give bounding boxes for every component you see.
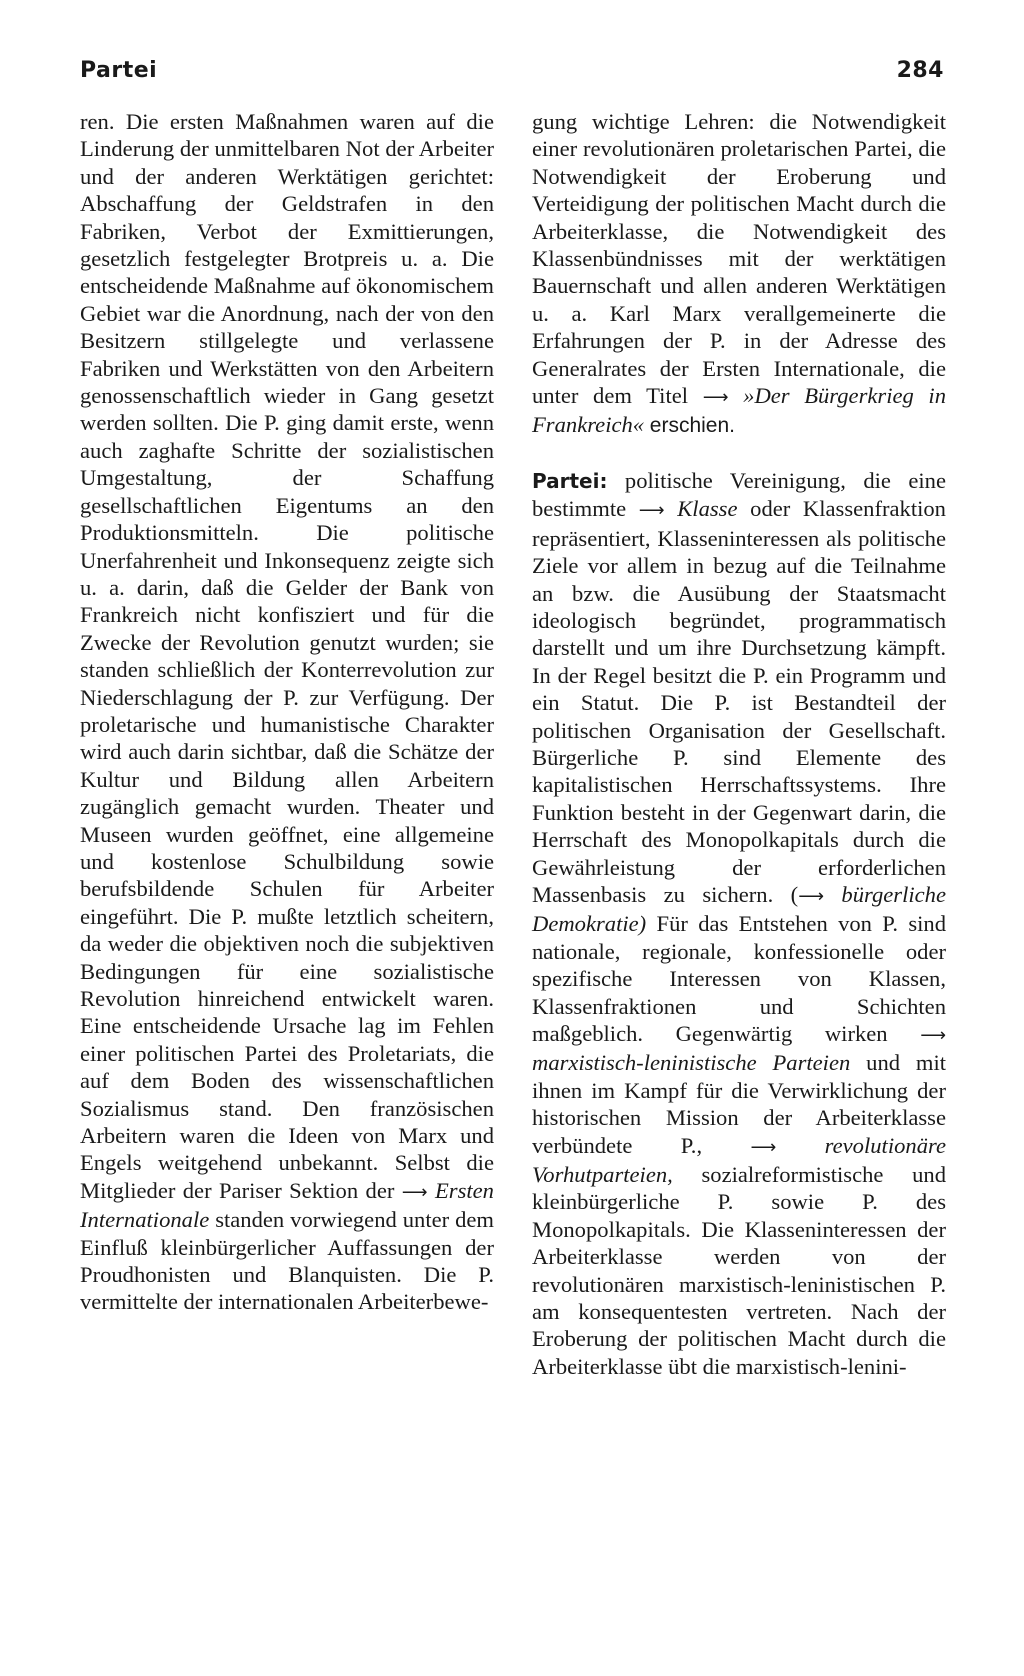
entry-text: politische Vereinigung, die eine bestimmte — [532, 467, 946, 522]
paragraph-text: ren. Die ersten Maßnahmen waren auf die Linderung der unmittelbaren Not der Arbeiter und der anderen Werktätigen gerichtet: Abschaffung der Geldstrafen in den Fabriken, Verbot der Exmittierungen, gesetzlich festgelegter Brotpreis u. a. Die entscheidende Maßnahme auf ökonomischem Gebiet war die Anordnung, nach der von den Besitzern stillgelegte und verlassene Fabriken und Werkstätten von den Arbeitern genossenschaftlich wieder in Gang gesetzt werden sollten. Die P. ging damit erste, wenn auch zaghafte Schritte der sozialistischen Umgestaltung, der Schaffung gesellschaftlichen Eigentums an den Produktionsmitteln. Die politische Unerfahrenheit und Inkonsequenz zeigte sich u. a. darin, daß die Gelder der Bank von Frankreich nicht konfisziert und für die Zwecke der Revolution genutzt wurden; sie standen schließlich der Konterrevolution zur Niederschlagung der P. zur Verfügung. Der proletarische und humanistische Charakter wird auch darin sichtbar, daß die Schätze der Kultur und Bildung allen Arbeitern zugänglich gemacht wurden. Theater und Museen wurden geöffnet, eine allgemeine und kostenlose Schulbildung sowie berufsbildende Schulen für Arbeiter eingeführt. Die P. mußte letztlich scheitern, da weder die objektiven noch die subjektiven Bedingungen für eine sozialistische Revolution hinreichend entwickelt waren. Eine entscheidende Ursache lag im Fehlen einer politischen Partei des Proletariats, die auf dem Boden des wissenschaftlichen Sozialismus stand. Den französischen Arbeitern waren die Ideen von Marx und Engels weitgehend unbekannt. Selbst die Mitglieder der Pariser Sektion der — [80, 109, 494, 1203]
cross-reference-arrow-icon: ⟶ — [401, 1181, 428, 1203]
cross-reference-revolutionaere-vorhutparteien[interactable]: revolutionäre Vorhutparteien, — [532, 1132, 946, 1188]
left-column — [80, 108, 494, 1316]
cross-reference-arrow-icon: ⟶ — [920, 1025, 946, 1046]
cross-reference-klasse[interactable]: Klasse — [677, 496, 738, 522]
running-head: Partei — [80, 58, 158, 83]
cross-reference-buergerliche-demokratie[interactable]: bürgerliche Demokratie) — [532, 881, 946, 937]
cross-reference-arrow-icon: ⟶ — [638, 500, 665, 522]
paragraph-commune-conclusion — [532, 108, 946, 440]
entry-text: und mit ihnen im Kampf für die Verwirklichung der historischen Mission der Arbeiterklasse verbündete P., — [532, 1050, 947, 1158]
paragraph-text: gung wichtige Lehren: die Notwendigkeit einer revolutionären proletarischen Partei, die Notwendigkeit der Eroberung und Verteidigung der politischen Macht durch die Arbeiterklasse, die Notwendigkeit des Klassenbündnisses mit der werktätigen Bauernschaft und allen anderen Werktätigen u. a. Karl Marx verallgemeinerte die Erfahrungen der P. in der Adresse des Generalrates der Ersten Internationale, die unter dem Titel — [532, 109, 946, 409]
cross-reference-buergerkrieg[interactable]: »Der Bürgerkrieg in Frankreich« — [532, 383, 947, 438]
cross-reference-arrow-icon: ⟶ — [702, 387, 729, 409]
entry-text: oder Klassenfraktion repräsentiert, Klasseninteressen als politische Ziele vor allem in bezug auf die Teilnahme an bzw. die Ausübung der Staatsmacht ideologisch begründet, programmatisch darstellt und um ihre Durchsetzung kämpft. In der Regel besitzt die P. ein Programm und ein Statut. Die P. ist Bestandteil der politischen Organisation der Gesellschaft. Bürgerliche P. sind Elemente des kapitalistischen Herrschaftssystems. Ihre Funktion besteht in der Gegenwart darin, die Herrschaft des Monopolkapitals durch die Gewährleistung der erforderlichen Massenbasis zu sichern. ( — [532, 496, 946, 907]
page-header — [80, 58, 944, 83]
paragraph-commune-continued — [80, 108, 494, 1316]
cross-reference-marxistisch-leninistische-parteien[interactable]: marxistisch-leninistische Parteien — [532, 1050, 851, 1076]
right-column — [532, 108, 946, 1380]
paragraph-text: erschien. — [649, 414, 735, 438]
entry-text: Für das Entstehen von P. sind nationale, regionale, konfessionelle oder spezifische Interessen von Klassen, Klassenfraktionen und Schichten maßgeblich. Gegenwärtig wirken — [532, 911, 946, 1046]
paragraph-text: standen vorwiegend unter dem Einfluß kleinbürgerlicher Auffassungen der Proudhonisten und Blanquisten. Die P. vermittelte der internationalen Arbeiterbewe- — [80, 1207, 494, 1315]
page-number: 284 — [896, 58, 944, 83]
cross-reference-ersten-internationale[interactable]: Ersten Internationale — [80, 1177, 494, 1233]
entry-partei — [532, 467, 946, 1380]
cross-reference-arrow-icon: ⟶ — [798, 885, 824, 907]
entry-text: sozialreformistische und kleinbürgerliche P. sowie P. des Monopolkapitals. Die Klasseninteressen der Arbeiterklasse werden von der revolutionären marxistisch-leninistischen P. am konsequentesten vertreten. Nach der Eroberung der politischen Macht durch die Arbeiterklasse übt die marxistisch-lenini- — [532, 1162, 946, 1379]
cross-reference-arrow-icon: ⟶ — [750, 1136, 777, 1158]
entry-term: Partei: — [532, 468, 608, 493]
